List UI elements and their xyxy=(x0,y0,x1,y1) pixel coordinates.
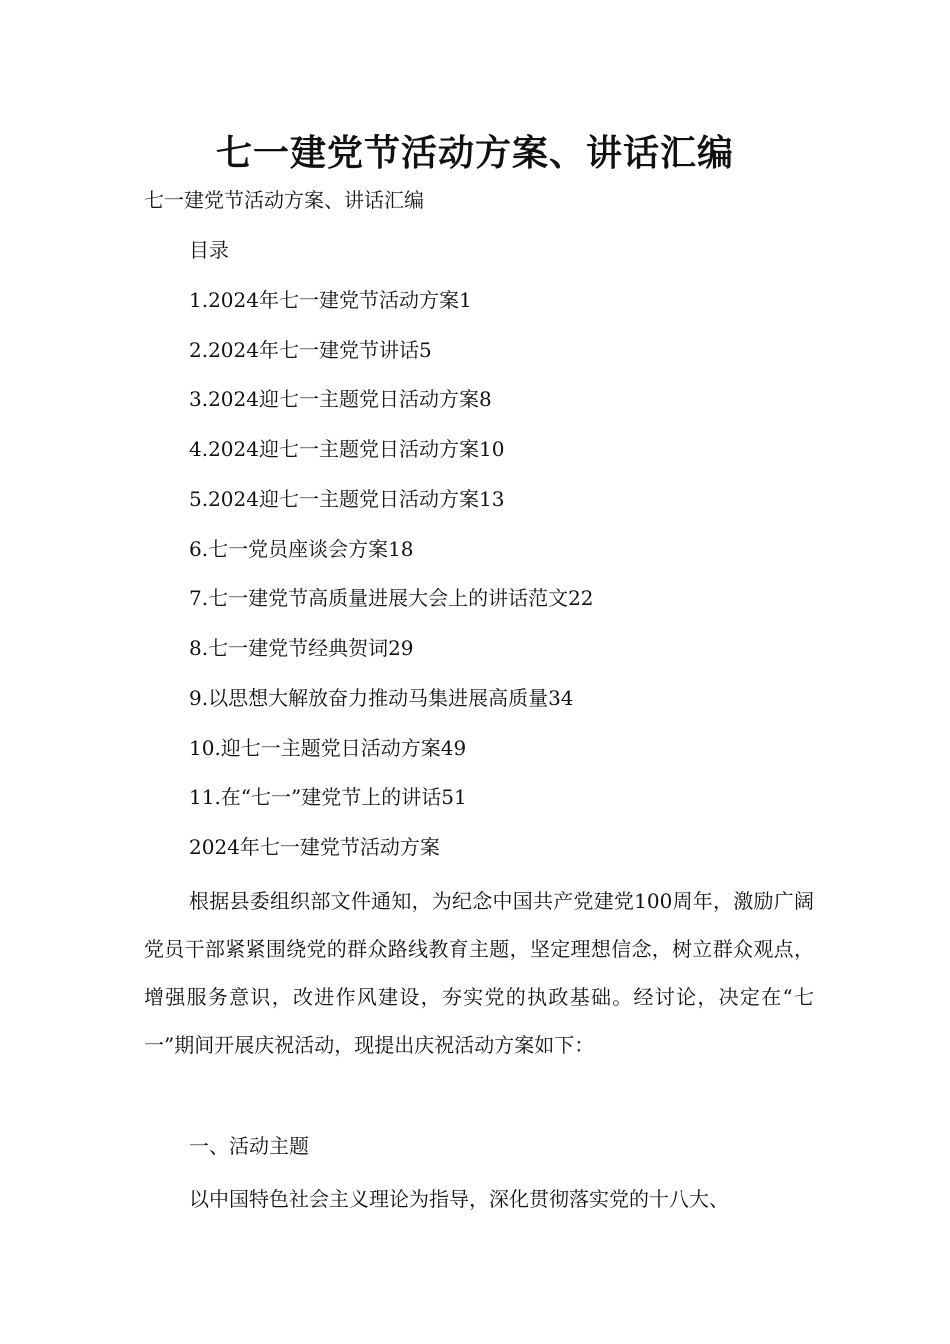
toc-item: 10.迎七一主题党日活动方案49 xyxy=(189,736,467,760)
toc-item: 3.2024迎七一主题党日活动方案8 xyxy=(189,387,492,411)
toc-item: 7.七一建党节高质量进展大会上的讲话范文22 xyxy=(189,586,594,610)
document-subtitle: 七一建党节活动方案、讲话汇编 xyxy=(144,188,424,212)
paragraph: 根据县委组织部文件通知，为纪念中国共产党建党100周年，激励广阔党员干部紧紧围绕党的群众路线教育主题，坚定理想信念，树立群众观点，增强服务意识，改进作风建设，夯实党的执政基础。经讨论，决定在“七一”期间开展庆祝活动，现提出庆祝活动方案如下： xyxy=(144,889,814,1057)
toc-heading: 目录 xyxy=(189,238,229,262)
page-title: 七一建党节活动方案、讲话汇编 xyxy=(215,133,734,174)
toc-item: 6.七一党员座谈会方案18 xyxy=(189,537,414,561)
section-title: 2024年七一建党节活动方案 xyxy=(189,835,440,859)
toc-item: 1.2024年七一建党节活动方案1 xyxy=(189,288,472,312)
paragraph: 以中国特色社会主义理论为指导，深化贯彻落实党的十八大、 xyxy=(189,1187,729,1211)
toc-item: 2.2024年七一建党节讲话5 xyxy=(189,338,432,362)
toc-item: 4.2024迎七一主题党日活动方案10 xyxy=(189,437,505,461)
section-heading: 一、活动主题 xyxy=(189,1134,309,1158)
toc-item: 11.在“七一”建党节上的讲话51 xyxy=(189,785,467,809)
toc-item: 8.七一建党节经典贺词29 xyxy=(189,636,414,660)
toc-item: 5.2024迎七一主题党日活动方案13 xyxy=(189,487,505,511)
toc-item: 9.以思想大解放奋力推动马集进展高质量34 xyxy=(189,686,574,710)
